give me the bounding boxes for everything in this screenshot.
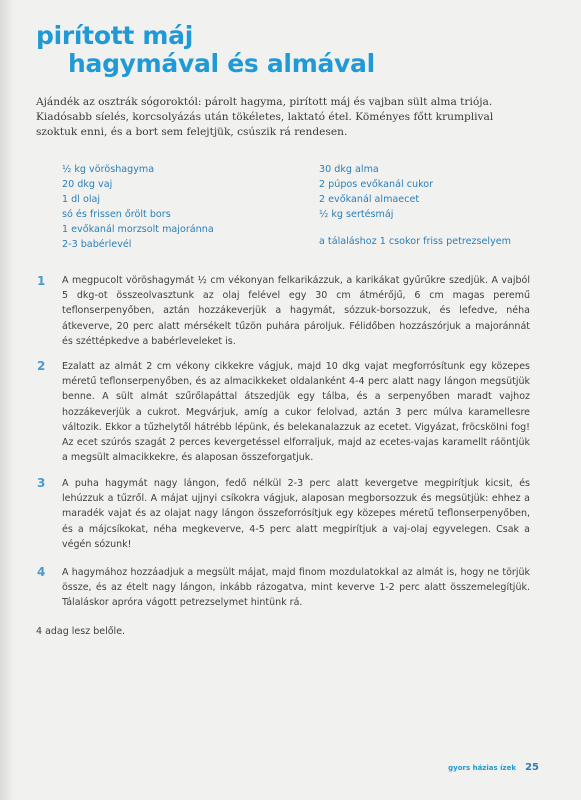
step-number: 3 bbox=[37, 476, 46, 490]
ingredient-item: 2 púpos evőkanál cukor bbox=[319, 179, 434, 190]
recipe-title-line1: pirított máj bbox=[36, 21, 193, 50]
ingredient-item: 1 evőkanál morzsolt majoránna bbox=[62, 224, 214, 235]
page-spine-shadow bbox=[0, 0, 14, 800]
servings-note: 4 adag lesz belőle. bbox=[36, 626, 126, 637]
page-number: 25 bbox=[525, 762, 539, 773]
garnish-ingredient: a tálaláshoz 1 csokor friss petrezselyem bbox=[319, 236, 512, 247]
step-text: A puha hagymát nagy lángon, fedő nélkül 2-3 perc alatt kevergetve megpirítjuk kicsit, és lehúzzuk a tűzről. A májat ujjnyi csíkokra vágjuk, alaposan megborsozzuk és megsütjük: ehhez a maradék vajat és az olajat nagy lángon összeforrósítjuk egy közepes méretű teflonserpenyőben, és a májcsíkokat, néha megkeverve, 4-5 perc alatt megpirítjuk a vaj-olaj egyvelegen. Csak a végén sózunk! bbox=[62, 478, 530, 550]
step-text: Ezalatt az almát 2 cm vékony cikkekre vágjuk, majd 10 dkg vajat megforrósítunk egy közepes méretű teflonserpenyőben, és az almacikkeket oldalanként 4-4 perc alatt nagy lángon megsütjük benne. A sült almát szűrőlapáttal átszedjük egy tálba, és a serpenyőben maradt vajhoz hozzákeverjük a cukrot. Megvárjuk, amíg a cukor felolvad, aztán 3 perc múlva karamellesre változik. Ekkor a tűzhelytől hátrébb lépünk, és belekanalazzuk az ecetet. Vigyázat, fröcsköIni fog! Az ecet szúrós szagát 2 perces kevergetéssel elforraljuk, majd az ecetes-vajas karamellt ráöntjük a megsült almacikkekre, és alaposan összeforgatjuk. bbox=[62, 361, 530, 464]
footer-section-label: gyors házias ízek bbox=[448, 764, 516, 772]
step-text: A hagymához hozzáadjuk a megsült májat, majd finom mozdulatokkal az almát is, hogy ne törjük össze, és az ételt nagy lángon, inkább rázogatva, mint keverve 1-2 perc alatt összemelegítjük. Tálaláskor apróra vágott petrezselymet hintünk rá. bbox=[62, 567, 530, 609]
ingredient-item: 2-3 babérlevél bbox=[62, 239, 132, 250]
ingredient-item: ½ kg sertésmáj bbox=[319, 209, 394, 220]
step-number: 1 bbox=[37, 274, 46, 288]
ingredient-item: só és frissen őrölt bors bbox=[62, 209, 171, 220]
page-footer bbox=[448, 755, 539, 774]
ingredient-item: 20 dkg vaj bbox=[62, 179, 113, 190]
recipe-title-line2: hagymával és almával bbox=[68, 49, 375, 78]
ingredient-item: 2 evőkanál almaecet bbox=[319, 194, 420, 205]
recipe-title bbox=[36, 22, 375, 78]
recipe-intro: Ajándék az osztrák sógoroktól: párolt hagyma, pirított máj és vajban sült alma triója. Kiadósabb síelés, korcsolyázás után tökéletes, laktató étel. Köményes főtt krumplival szoktuk enni, és a bort sem felejtjük, csúszik rá rendesen. bbox=[36, 96, 494, 138]
step-number: 4 bbox=[37, 565, 46, 579]
step-number: 2 bbox=[37, 359, 46, 373]
step-text: A megpucolt vöröshagymát ½ cm vékonyan felkarikázzuk, a karikákat gyűrűkre szedjük. A vajból 5 dkg-ot összeolvasztunk az olaj felével egy 30 cm átmérőjű, 6 cm magas peremű teflonserpenyőben, aztán hozzákeverjük a hagymát, sózzuk-borsozzuk, és lefedve, néha átkeverve, 20 perc alatt mérsékelt tűzön puhára pároljuk. Félidőben hozzászórjuk a majoránnát és széttépkedve a babérleveleket is. bbox=[62, 275, 530, 347]
ingredient-list-left bbox=[62, 162, 214, 252]
ingredient-list-right bbox=[319, 162, 433, 222]
ingredient-item: 30 dkg alma bbox=[319, 164, 379, 175]
ingredient-item: ½ kg vöröshagyma bbox=[62, 164, 155, 175]
ingredient-item: 1 dl olaj bbox=[62, 194, 101, 205]
